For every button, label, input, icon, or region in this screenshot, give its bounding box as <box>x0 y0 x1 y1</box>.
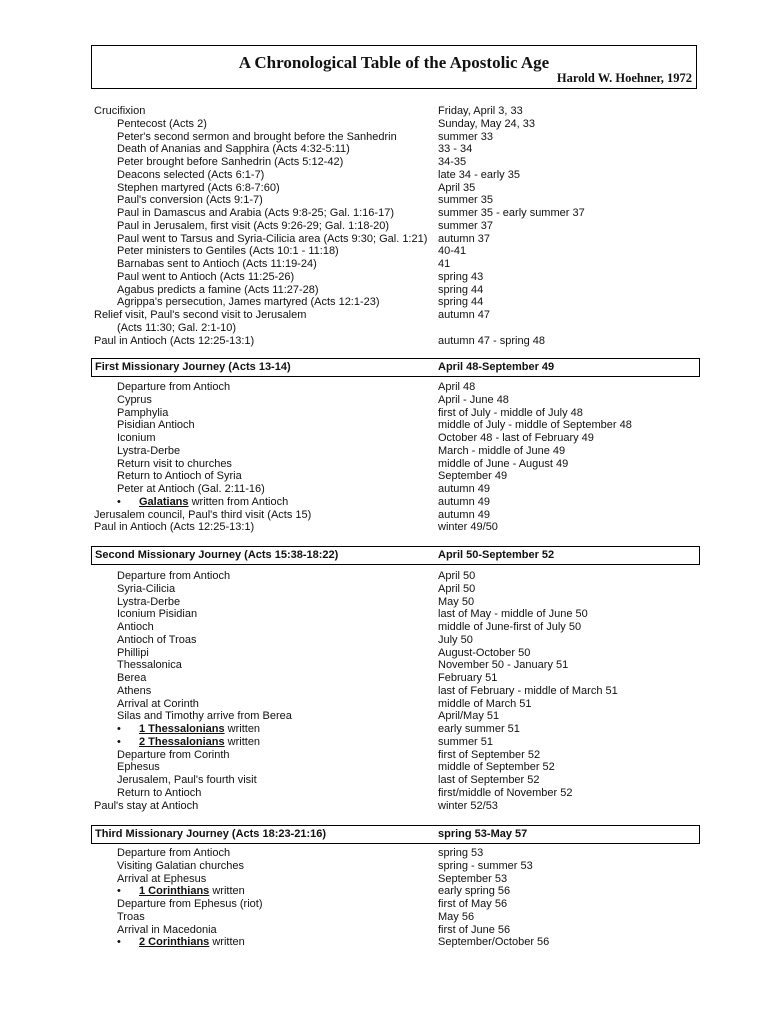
table-row <box>0 296 768 309</box>
table-row <box>0 634 768 647</box>
event-date: first/middle of November 52 <box>438 786 573 799</box>
event-label: Pisidian Antioch <box>117 419 195 432</box>
event-date: May 56 <box>438 910 475 923</box>
event-label: Phillipi <box>117 646 149 659</box>
event-date: April 48 <box>438 381 476 393</box>
event-label: Iconium Pisidian <box>117 608 198 621</box>
journey-heading-date: spring 53-May 57 <box>438 828 528 840</box>
epistle-name: Galatians <box>139 495 189 508</box>
event-label: Departure from Ephesus (riot) <box>117 898 263 910</box>
table-row <box>0 911 768 924</box>
event-date: autumn 47 <box>438 309 490 321</box>
bullet-icon: • <box>117 936 121 949</box>
event-label: Paul in Antioch (Acts 12:25-13:1) <box>94 521 255 534</box>
event-date: autumn 49 <box>438 495 490 508</box>
table-row <box>0 647 768 660</box>
event-date: autumn 49 <box>438 483 490 495</box>
table-row <box>0 470 768 483</box>
event-text: written <box>209 885 245 898</box>
event-label: Lystra-Derbe <box>117 444 181 457</box>
event-date: September 53 <box>438 872 508 885</box>
event-date: spring 53 <box>438 847 484 859</box>
bullet-icon: • <box>117 885 121 898</box>
table-row <box>0 432 768 445</box>
table-row <box>0 621 768 634</box>
table-row <box>0 860 768 873</box>
event-date: summer 33 <box>438 130 494 143</box>
event-date: April 35 <box>438 181 476 194</box>
journey-heading <box>91 825 700 844</box>
journey-heading-title: First Missionary Journey (Acts 13-14) <box>95 361 291 373</box>
table-row <box>0 898 768 911</box>
event-date: Sunday, May 24, 33 <box>438 117 536 130</box>
table-row <box>0 105 768 118</box>
event-label: Deacons selected (Acts 6:1-7) <box>117 168 265 181</box>
table-row <box>0 873 768 886</box>
event-date: autumn 47 - spring 48 <box>438 334 546 347</box>
table-row <box>0 169 768 182</box>
event-label: Death of Ananias and Sapphira (Acts 4:32-5:11) <box>117 143 350 156</box>
bullet-icon: • <box>117 495 121 508</box>
table-row <box>0 521 768 534</box>
event-label: Silas and Timothy arrive from Berea <box>117 710 292 723</box>
table-row <box>0 245 768 258</box>
event-date: Friday, April 3, 33 <box>438 105 523 117</box>
table-row <box>0 156 768 169</box>
epistle-name: 1 Corinthians <box>139 885 210 898</box>
table-row <box>0 583 768 596</box>
table-row <box>0 672 768 685</box>
table-row <box>0 749 768 762</box>
event-date: March - middle of June 49 <box>438 444 566 457</box>
table-row <box>0 885 768 898</box>
table-row <box>0 596 768 609</box>
event-date: first of May 56 <box>438 898 508 910</box>
event-label: Thessalonica <box>117 659 182 672</box>
event-label: Troas <box>117 910 145 923</box>
journey-heading <box>91 358 700 377</box>
event-text: written from Antioch <box>188 495 289 508</box>
event-date: middle of June - August 49 <box>438 457 569 470</box>
event-date: first of September 52 <box>438 748 541 761</box>
event-label: Agabus predicts a famine (Acts 11:27-28) <box>117 283 319 296</box>
event-label: Arrival in Macedonia <box>117 923 217 936</box>
event-date: middle of March 51 <box>438 697 532 710</box>
journey-heading-title: Third Missionary Journey (Acts 18:23-21:16) <box>95 828 327 840</box>
event-date: early summer 51 <box>438 723 520 735</box>
journey-heading <box>91 546 700 565</box>
event-text: written <box>209 936 245 949</box>
event-label: Peter brought before Sanhedrin (Acts 5:12-42) <box>117 156 344 168</box>
event-date: spring 44 <box>438 283 484 296</box>
epistle-name: 2 Corinthians <box>139 936 210 949</box>
table-row <box>0 659 768 672</box>
event-label: Ephesus <box>117 761 160 774</box>
event-label: Peter at Antioch (Gal. 2:11-16) <box>117 483 265 495</box>
table-row <box>0 924 768 937</box>
event-date: last of September 52 <box>438 774 540 786</box>
event-label: Crucifixion <box>94 105 146 117</box>
table-row <box>0 381 768 394</box>
event-label: Antioch of Troas <box>117 633 197 646</box>
event-date: middle of July - middle of September 48 <box>438 419 632 432</box>
table-row <box>0 685 768 698</box>
event-date: winter 49/50 <box>438 521 498 534</box>
table-row <box>0 787 768 800</box>
event-text: written <box>224 735 261 748</box>
document-author: Harold W. Hoehner, 1972 <box>556 71 692 85</box>
event-label: Paul in Antioch (Acts 12:25-13:1) <box>94 334 255 347</box>
event-date: April/May 51 <box>438 710 500 723</box>
event-label: Return visit to churches <box>117 457 232 470</box>
table-row <box>0 936 768 949</box>
event-label: Syria-Cilicia <box>117 582 176 595</box>
journey-heading-date: April 48-September 49 <box>438 361 555 373</box>
event-label: Return to Antioch <box>117 786 202 799</box>
event-date: April 50 <box>438 570 476 582</box>
event-date: 41 <box>438 258 451 270</box>
event-label <box>139 496 288 509</box>
event-date: late 34 - early 35 <box>438 168 520 181</box>
event-label: Paul went to Antioch (Acts 11:25-26) <box>117 270 295 283</box>
table-row <box>0 509 768 522</box>
event-label: (Acts 11:30; Gal. 2:1-10) <box>117 321 237 334</box>
table-row <box>0 800 768 813</box>
table-row <box>0 220 768 233</box>
table-row <box>0 496 768 509</box>
event-date: early spring 56 <box>438 885 511 898</box>
event-date: middle of September 52 <box>438 761 555 774</box>
event-label: Arrival at Ephesus <box>117 872 207 885</box>
table-row <box>0 710 768 723</box>
title-box <box>91 45 697 89</box>
table-row <box>0 182 768 195</box>
event-date: summer 51 <box>438 735 494 748</box>
event-date: October 48 - last of February 49 <box>438 432 594 444</box>
epistle-name: 2 Thessalonians <box>139 735 225 748</box>
event-date: winter 52/53 <box>438 799 498 812</box>
event-label: Paul's stay at Antioch <box>94 799 199 812</box>
table-row <box>0 761 768 774</box>
table-row <box>0 394 768 407</box>
event-label: Peter ministers to Gentiles (Acts 10:1 - 11:18) <box>117 245 339 258</box>
event-label: Departure from Antioch <box>117 570 231 582</box>
event-date: September 49 <box>438 470 508 483</box>
event-label: Peter's second sermon and brought before the Sanhedrin <box>117 130 397 143</box>
event-date: summer 37 <box>438 219 494 232</box>
journey-section <box>0 847 768 949</box>
intro-section <box>0 105 768 347</box>
event-label <box>139 723 260 736</box>
event-label: Antioch <box>117 621 154 633</box>
event-label: Athens <box>117 684 152 697</box>
table-row <box>0 118 768 131</box>
event-label: Departure from Antioch <box>117 381 231 393</box>
event-label: Jerusalem, Paul's fourth visit <box>117 774 257 786</box>
table-row <box>0 774 768 787</box>
event-label: Iconium <box>117 432 156 444</box>
event-date: November 50 - January 51 <box>438 659 569 672</box>
event-label: Pentecost (Acts 2) <box>117 117 207 130</box>
table-row <box>0 309 768 322</box>
event-label <box>139 736 260 749</box>
event-label: Return to Antioch of Syria <box>117 470 242 483</box>
event-label: Jerusalem council, Paul's third visit (Acts 15) <box>94 508 312 521</box>
table-row <box>0 608 768 621</box>
event-date: July 50 <box>438 633 473 646</box>
event-date: middle of June-first of July 50 <box>438 621 582 633</box>
event-label: Stephen martyred (Acts 6:8-7:60) <box>117 181 280 194</box>
table-row <box>0 207 768 220</box>
event-date: first of July - middle of July 48 <box>438 406 583 419</box>
table-row <box>0 698 768 711</box>
event-date: last of February - middle of March 51 <box>438 684 618 697</box>
table-row <box>0 258 768 271</box>
journey-heading-title: Second Missionary Journey (Acts 15:38-18:22) <box>95 549 339 561</box>
table-row <box>0 847 768 860</box>
table-row <box>0 284 768 297</box>
event-date: May 50 <box>438 595 475 608</box>
event-label: Barnabas sent to Antioch (Acts 11:19-24) <box>117 258 317 270</box>
event-date: spring - summer 53 <box>438 859 533 872</box>
event-label: Relief visit, Paul's second visit to Jerusalem <box>94 309 307 321</box>
table-row <box>0 322 768 335</box>
event-label: Agrippa's persecution, James martyred (Acts 12:1-23) <box>117 296 380 309</box>
event-date: April 50 <box>438 582 476 595</box>
table-row <box>0 483 768 496</box>
event-label: Arrival at Corinth <box>117 697 199 710</box>
event-label: Departure from Corinth <box>117 748 230 761</box>
table-row <box>0 131 768 144</box>
table-row <box>0 570 768 583</box>
table-row <box>0 407 768 420</box>
event-label: Paul went to Tarsus and Syria-Cilicia area (Acts 9:30; Gal. 1:21) <box>117 232 428 245</box>
event-date: autumn 49 <box>438 508 490 521</box>
event-label: Cyprus <box>117 393 152 406</box>
event-label: Paul in Jerusalem, first visit (Acts 9:26-29; Gal. 1:18-20) <box>117 219 390 232</box>
event-label: Lystra-Derbe <box>117 595 181 608</box>
event-label: Paul in Damascus and Arabia (Acts 9:8-25; Gal. 1:16-17) <box>117 207 394 219</box>
table-row <box>0 458 768 471</box>
event-label: Paul's conversion (Acts 9:1-7) <box>117 194 263 207</box>
event-date: August-October 50 <box>438 646 531 659</box>
table-row <box>0 143 768 156</box>
event-date: September/October 56 <box>438 936 550 949</box>
event-text: written <box>224 723 261 735</box>
event-date: 33 - 34 <box>438 143 473 156</box>
table-row <box>0 194 768 207</box>
event-label <box>139 885 245 898</box>
table-row <box>0 736 768 749</box>
event-label: Visiting Galatian churches <box>117 859 244 872</box>
table-row <box>0 723 768 736</box>
event-label: Pamphylia <box>117 406 169 419</box>
bullet-icon: • <box>117 735 121 748</box>
document-title: A Chronological Table of the Apostolic Age <box>238 53 550 72</box>
journey-section <box>0 381 768 534</box>
event-date: 40-41 <box>438 245 467 258</box>
event-date: spring 44 <box>438 296 484 309</box>
event-date: April - June 48 <box>438 393 509 406</box>
table-row <box>0 271 768 284</box>
epistle-name: 1 Thessalonians <box>139 723 225 735</box>
table-row <box>0 419 768 432</box>
event-date: summer 35 - early summer 37 <box>438 207 585 219</box>
event-date: summer 35 <box>438 194 494 207</box>
table-row <box>0 335 768 348</box>
event-label: Berea <box>117 672 147 684</box>
event-label <box>139 936 245 949</box>
bullet-icon: • <box>117 723 121 735</box>
event-date: February 51 <box>438 672 498 684</box>
event-date: spring 43 <box>438 270 484 283</box>
event-label: Departure from Antioch <box>117 847 231 859</box>
event-date: 34-35 <box>438 156 467 168</box>
table-row <box>0 233 768 246</box>
event-date: last of May - middle of June 50 <box>438 608 588 621</box>
event-date: autumn 37 <box>438 232 490 245</box>
table-row <box>0 445 768 458</box>
event-date: first of June 56 <box>438 923 511 936</box>
journey-section <box>0 570 768 812</box>
journey-heading-date: April 50-September 52 <box>438 549 555 561</box>
